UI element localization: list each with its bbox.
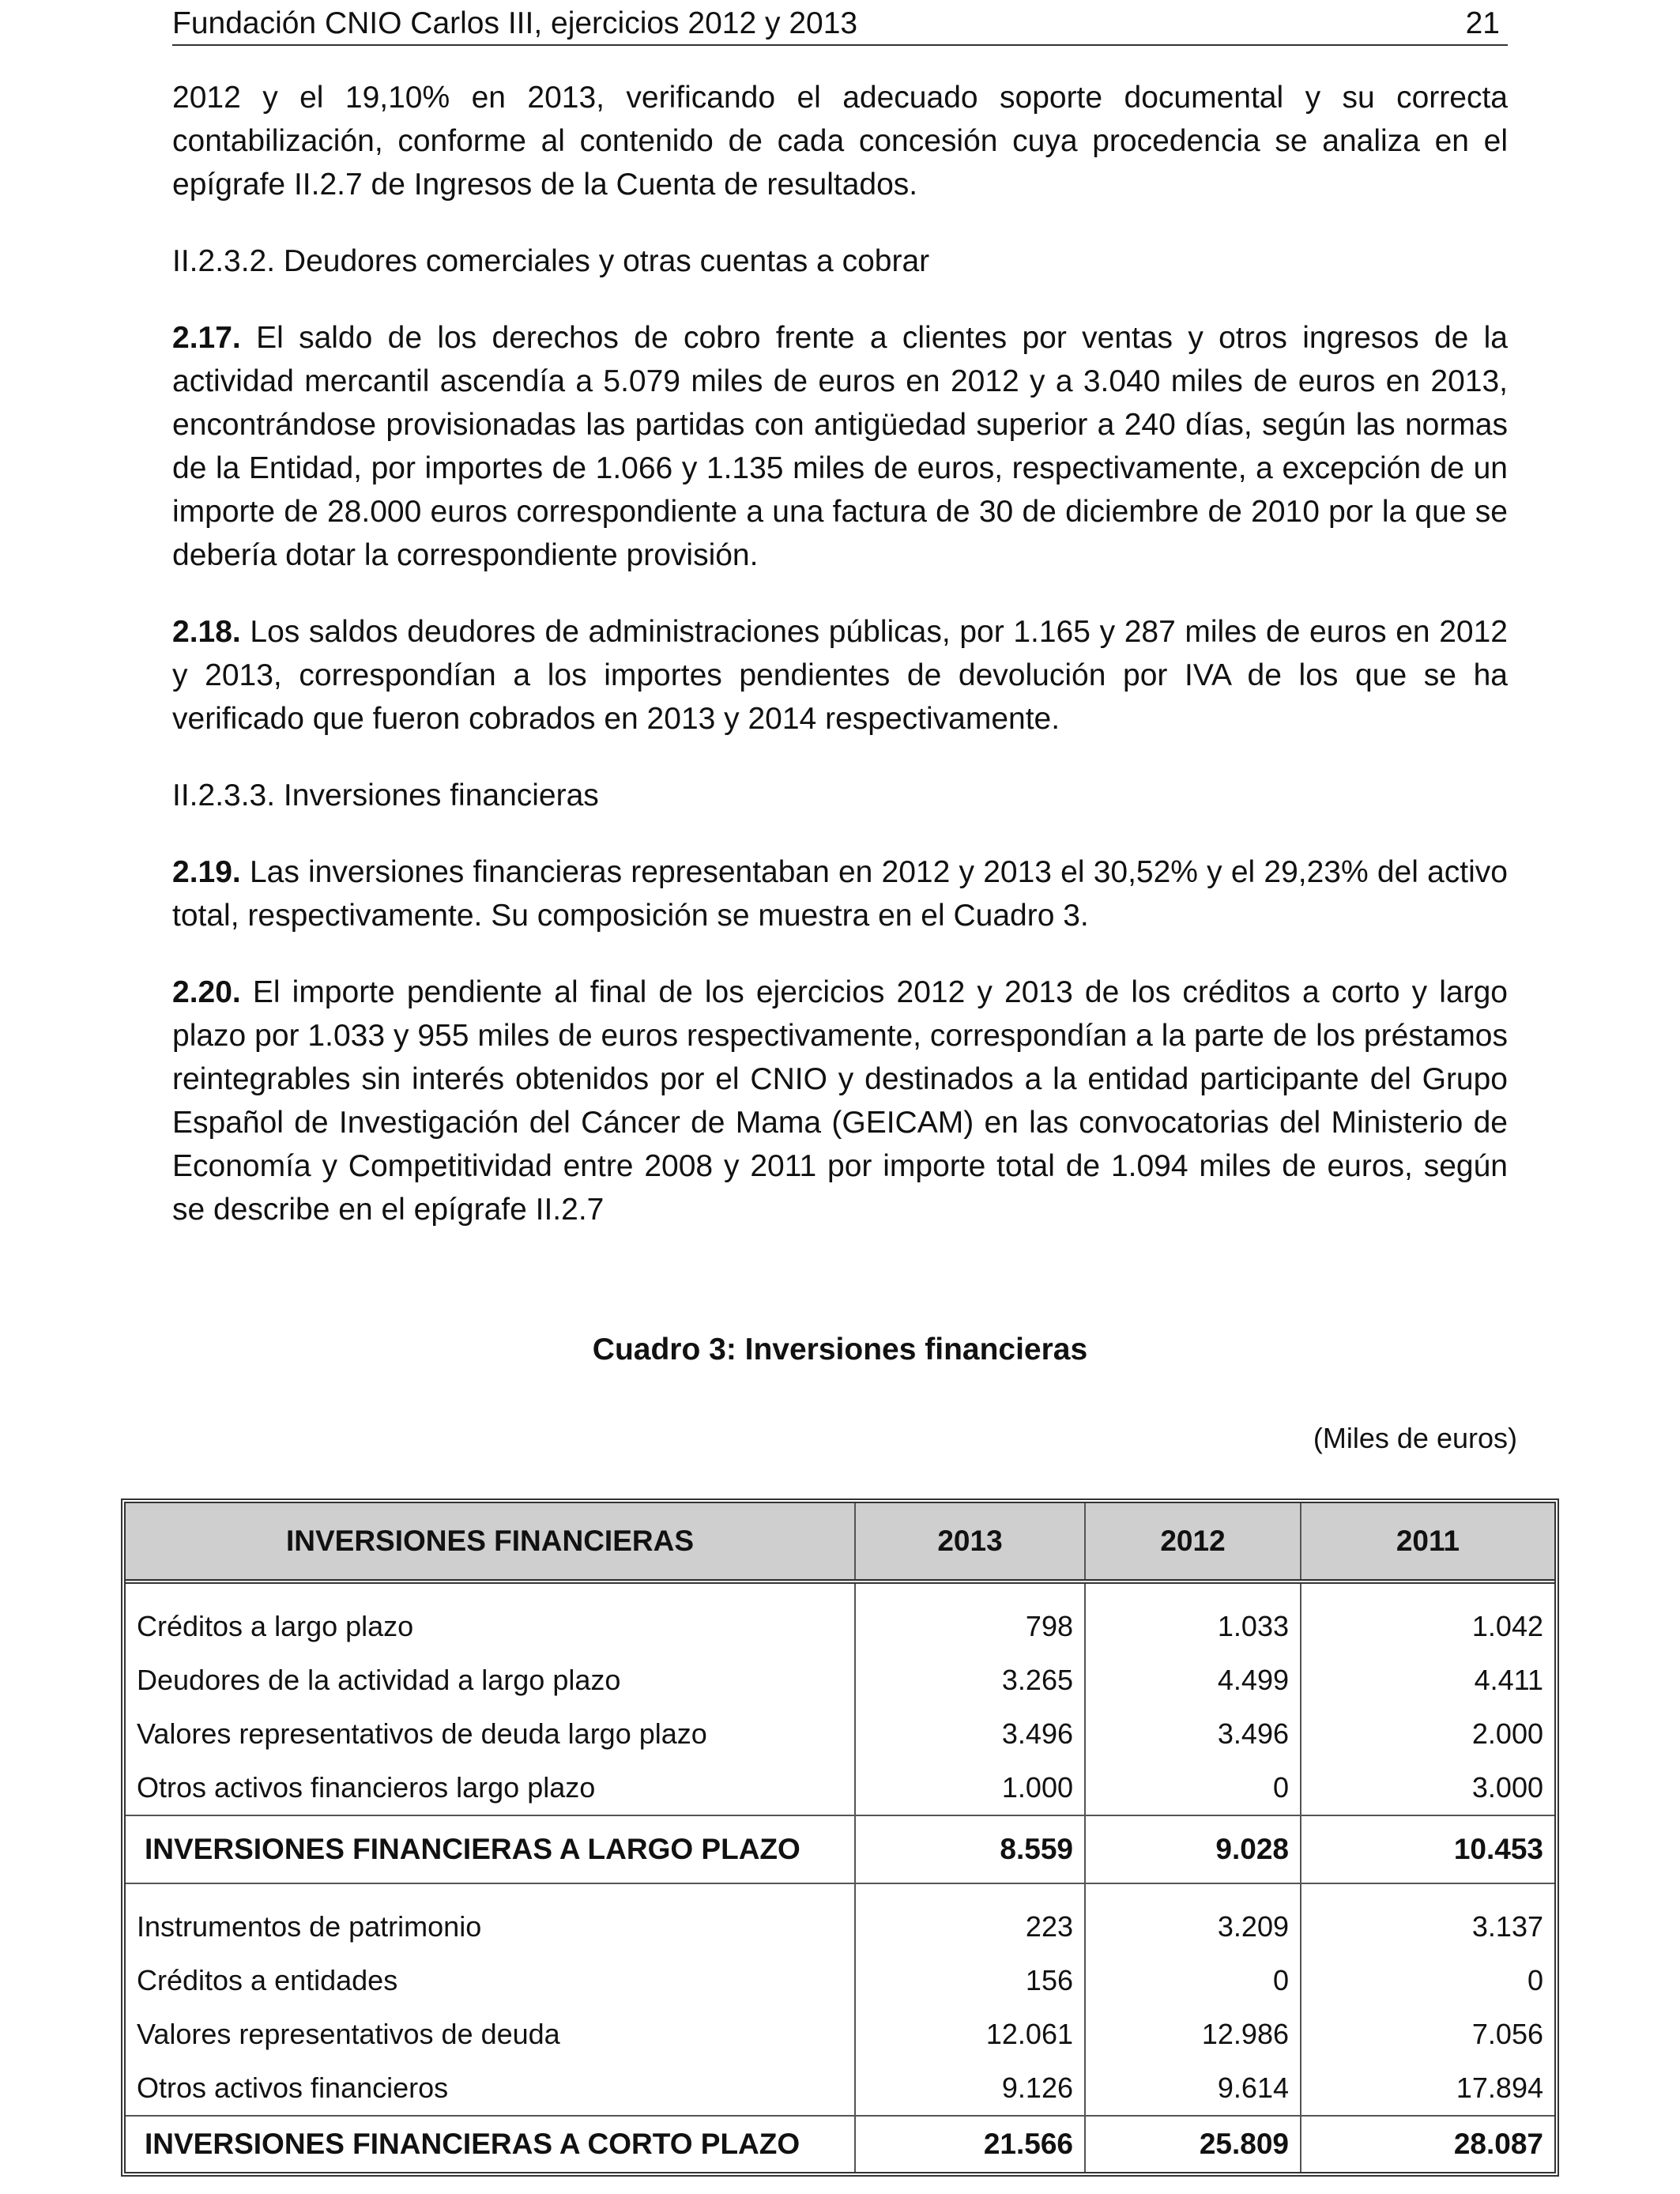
header-cell: 2011: [1301, 1503, 1554, 1581]
value-cell: 9.614: [1085, 2061, 1301, 2116]
row-label: Otros activos financieros: [126, 2061, 855, 2116]
table-row: [126, 1954, 1554, 2007]
paragraph-number: 2.18.: [172, 615, 241, 649]
value-cell: 2.000: [1471, 1717, 1543, 1750]
table-row: [126, 1653, 1554, 1707]
table-header-row: [126, 1503, 1554, 1581]
row-label: Valores representativos de deuda: [126, 2007, 855, 2061]
financial-investments-table: [126, 1503, 1554, 2172]
row-label: Deudores de la actividad a largo plazo: [126, 1653, 855, 1707]
row-label: INVERSIONES FINANCIERAS A LARGO PLAZO: [126, 1815, 855, 1883]
value-cell: 0: [1085, 1761, 1301, 1815]
paragraph-number: 2.19.: [172, 855, 241, 889]
page-number: 21: [1465, 6, 1500, 40]
value-cell: 12.986: [1085, 2007, 1301, 2061]
header-cell: 2012: [1085, 1503, 1301, 1581]
paragraph-text: Los saldos deudores de administraciones públicas, por 1.165 y 287 miles de euros en 2012 y 2013, correspondían a los importes pendientes de devolución por IVA de los que se ha verificado que fueron cobrados en 2013 y 2014 respectivamente.: [172, 615, 1508, 736]
value-cell: 4.411: [1474, 1664, 1543, 1696]
value-cell: 3.265: [855, 1653, 1085, 1707]
value-cell: 798: [855, 1581, 1085, 1653]
row-label: INVERSIONES FINANCIERAS A CORTO PLAZO: [126, 2116, 855, 2172]
paragraph-2-17: [172, 316, 1508, 577]
section-heading-inversiones: II.2.3.3. Inversiones financieras: [172, 778, 599, 812]
row-label: Valores representativos de deuda largo plazo: [126, 1707, 855, 1761]
value-cell: 8.559: [855, 1815, 1085, 1883]
table-row: [126, 1761, 1554, 1815]
value-cell: 3.000: [1301, 1761, 1554, 1815]
value-cell: 3.496: [1085, 1707, 1301, 1761]
paragraph-2-19: [172, 850, 1508, 937]
value-cell: 4.499: [1085, 1653, 1301, 1707]
value-cell: 3.496: [855, 1707, 1085, 1761]
paragraph-text: El importe pendiente al final de los ejercicios 2012 y 2013 de los créditos a corto y largo plazo por 1.033 y 955 miles de euros respectivamente, correspondían a la parte de los préstamos reintegrables sin interés obtenidos por el CNIO y destinados a la entidad participante del Grupo Español de Investigación del Cáncer de Mama (GEICAM) en las convocatorias del Ministerio de Economía y Competitividad entre 2008 y 2011 por importe total de 1.094 miles de euros, según se describe en el epígrafe II.2.7: [172, 975, 1508, 1227]
value-cell: 3.137: [1471, 1910, 1543, 1943]
table-total-row: [126, 1815, 1554, 1883]
section-heading-deudores: II.2.3.2. Deudores comerciales y otras cuentas a cobrar: [172, 244, 930, 278]
paragraph-number: 2.17.: [172, 321, 241, 355]
value-cell: 223: [855, 1883, 1085, 1954]
intro-paragraph: 2012 y el 19,10% en 2013, verificando el adecuado soporte documental y su correcta contabilización, conforme al contenido de cada concesión cuya procedencia se analiza en el epígrafe II.2.7 de Ingresos de la Cuenta de resultados.: [172, 81, 1508, 202]
table-row: [126, 1581, 1554, 1653]
row-label: Instrumentos de patrimonio: [126, 1883, 855, 1954]
value-cell: 3.209: [1085, 1883, 1301, 1954]
value-cell: 7.056: [1471, 2018, 1543, 2050]
value-cell: 1.042: [1471, 1610, 1543, 1642]
header-cell: 2013: [855, 1503, 1085, 1581]
value-cell: 0: [1085, 1954, 1301, 2007]
value-cell: 10.453: [1301, 1815, 1554, 1883]
row-label: Créditos a largo plazo: [126, 1581, 855, 1653]
value-cell: 28.087: [1453, 2128, 1543, 2160]
paragraph-2-18: [172, 610, 1508, 741]
value-cell: 12.061: [855, 2007, 1085, 2061]
row-label: Créditos a entidades: [126, 1954, 855, 2007]
paragraph-2-20: [172, 971, 1508, 1231]
page-content: [172, 76, 1508, 1265]
header-title: Fundación CNIO Carlos III, ejercicios 2012 y 2013: [172, 6, 858, 40]
value-cell: 0: [1527, 1964, 1543, 1996]
row-label: Otros activos financieros largo plazo: [126, 1761, 855, 1815]
table-row: [126, 1883, 1554, 1954]
value-cell: 25.809: [1085, 2116, 1301, 2172]
table-total-row: [126, 2116, 1554, 2172]
value-cell: 9.126: [855, 2061, 1085, 2116]
value-cell: 9.028: [1085, 1815, 1301, 1883]
table-row: [126, 1707, 1554, 1761]
table-units: (Miles de euros): [1313, 1422, 1517, 1454]
value-cell: 17.894: [1301, 2061, 1554, 2116]
table-row: [126, 2061, 1554, 2116]
paragraph-text: Las inversiones financieras representaban en 2012 y 2013 el 30,52% y el 29,23% del activo total, respectivamente. Su composición se muestra en el Cuadro 3.: [172, 855, 1508, 933]
paragraph-text: El saldo de los derechos de cobro frente a clientes por ventas y otros ingresos de la actividad mercantil ascendía a 5.079 miles de euros en 2012 y a 3.040 miles de euros en 2013, encontrándose provisionadas las partidas con antigüedad superior a 240 días, según las normas de la Entidad, por importes de 1.066 y 1.135 miles de euros, respectivamente, a excepción de un importe de 28.000 euros correspondiente a una factura de 30 de diciembre de 2010 por la que se debería dotar la correspondiente provisión.: [172, 321, 1508, 572]
financial-table-frame: [121, 1498, 1559, 2177]
value-cell: 1.033: [1085, 1581, 1301, 1653]
value-cell: 1.000: [855, 1761, 1085, 1815]
paragraph-number: 2.20.: [172, 975, 241, 1009]
value-cell: 21.566: [855, 2116, 1085, 2172]
header-cell: INVERSIONES FINANCIERAS: [126, 1503, 855, 1581]
table-row: [126, 2007, 1554, 2061]
page-header: [172, 5, 1508, 46]
table-title: Cuadro 3: Inversiones financieras: [592, 1333, 1088, 1367]
value-cell: 156: [855, 1954, 1085, 2007]
